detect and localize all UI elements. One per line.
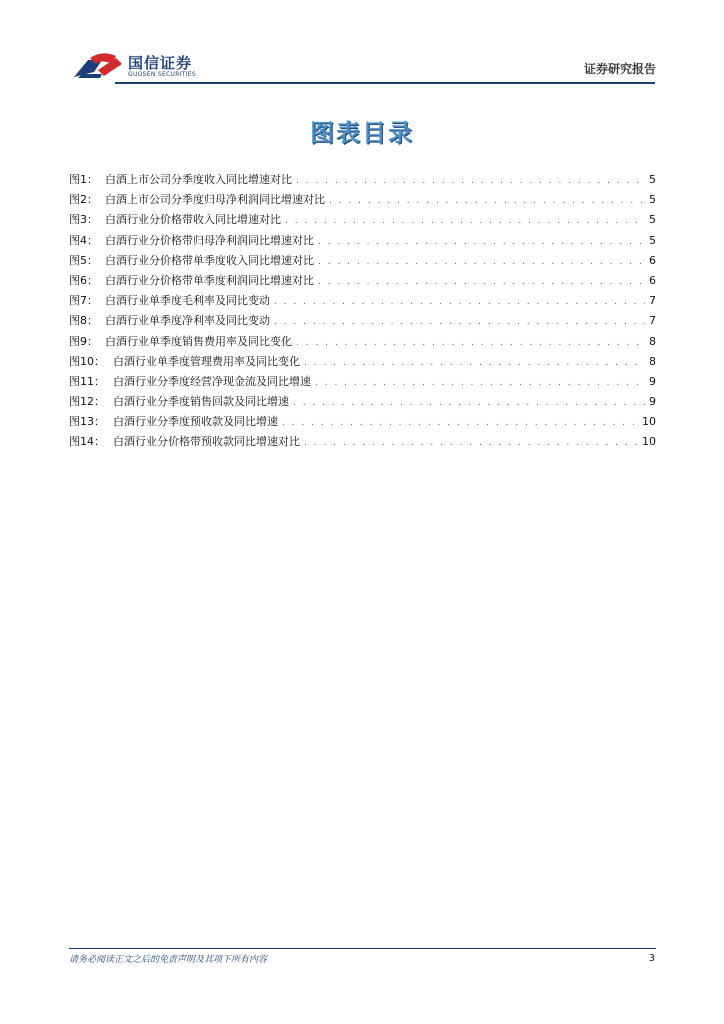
toc-entry-title: 白酒行业单季度净利率及同比变动 xyxy=(105,314,270,328)
toc-dot-leader xyxy=(293,393,645,413)
toc-entry-page: 10 xyxy=(642,415,656,429)
toc-entry[interactable] xyxy=(69,271,656,291)
toc-entry-label: 图8： xyxy=(69,314,98,328)
toc-entry-label: 图7： xyxy=(69,294,98,308)
toc-dot-leader xyxy=(315,373,645,393)
toc-entry-title: 白酒上市公司分季度归母净利润同比增速对比 xyxy=(105,193,325,207)
toc-entry-page: 8 xyxy=(649,354,656,368)
toc-dot-leader xyxy=(282,413,638,433)
guosen-logo-mark-icon xyxy=(72,50,124,82)
table-of-figures xyxy=(69,170,656,453)
toc-dot-leader xyxy=(296,171,645,191)
toc-entry[interactable] xyxy=(69,372,656,392)
toc-entry-label: 图13： xyxy=(69,415,105,429)
toc-entry-page: 7 xyxy=(649,314,656,328)
toc-entry-page: 9 xyxy=(649,395,656,409)
toc-dot-leader xyxy=(274,292,645,312)
toc-entry-page: 8 xyxy=(649,334,656,348)
footer-divider xyxy=(69,948,656,949)
toc-dot-leader xyxy=(296,333,645,353)
toc-entry-label: 图5： xyxy=(69,253,98,267)
toc-entry-title: 白酒上市公司分季度收入同比增速对比 xyxy=(105,173,292,186)
toc-entry-label: 图3： xyxy=(69,213,98,227)
toc-dot-leader xyxy=(304,353,645,373)
toc-entry[interactable] xyxy=(69,392,656,412)
toc-entry[interactable] xyxy=(69,251,656,271)
toc-entry-title: 白酒行业分价格带单季度收入同比增速对比 xyxy=(105,253,314,267)
toc-entry-title: 白酒行业分价格带归母净利润同比增速对比 xyxy=(105,233,314,247)
header-divider xyxy=(115,82,655,84)
toc-entry-label: 图11： xyxy=(69,374,105,388)
guosen-logo xyxy=(72,50,212,82)
toc-entry-label: 图14： xyxy=(69,435,105,449)
toc-entry-label: 图4： xyxy=(69,233,98,247)
toc-entry-page: 5 xyxy=(649,193,656,207)
toc-entry[interactable] xyxy=(69,311,656,331)
toc-entry-label: 图10： xyxy=(69,354,105,368)
toc-dot-leader xyxy=(329,191,645,211)
toc-entry-title: 白酒行业单季度管理费用率及同比变化 xyxy=(113,354,300,368)
toc-entry[interactable] xyxy=(69,210,656,230)
toc-entry[interactable] xyxy=(69,332,656,352)
toc-dot-leader xyxy=(274,312,645,332)
logo-chinese-name: 国信证券 xyxy=(128,54,193,72)
toc-entry-page: 5 xyxy=(649,213,656,227)
toc-entry[interactable] xyxy=(69,352,656,372)
toc-entry-title: 白酒行业单季度毛利率及同比变动 xyxy=(105,294,270,308)
report-type-label: 证券研究报告 xyxy=(583,62,656,76)
toc-entry-label: 图2： xyxy=(69,193,98,207)
toc-entry-label: 图6： xyxy=(69,273,98,287)
toc-entry-page: 10 xyxy=(642,435,656,449)
toc-entry-page: 9 xyxy=(649,374,656,388)
toc-dot-leader xyxy=(304,433,638,453)
toc-entry[interactable] xyxy=(69,170,656,190)
toc-entry[interactable] xyxy=(69,412,656,432)
toc-entry[interactable] xyxy=(69,432,656,452)
toc-entry-page: 6 xyxy=(649,253,656,267)
toc-entry-title: 白酒行业分季度预收款及同比增速 xyxy=(113,415,278,429)
page-header xyxy=(0,0,724,90)
toc-entry[interactable] xyxy=(69,291,656,311)
toc-entry-title: 白酒行业分季度经营净现金流及同比增速 xyxy=(113,374,311,388)
toc-dot-leader xyxy=(318,252,645,272)
toc-entry-title: 白酒行业分价格带预收款同比增速对比 xyxy=(113,435,300,449)
toc-entry-page: 6 xyxy=(649,273,656,287)
footer-disclaimer: 请务必阅读正文之后的免责声明及其项下所有内容 xyxy=(69,955,268,965)
toc-entry-title: 白酒行业分季度销售回款及同比增速 xyxy=(113,395,289,409)
toc-entry-title: 白酒行业分价格带收入同比增速对比 xyxy=(105,213,281,227)
toc-entry[interactable] xyxy=(69,231,656,251)
toc-entry[interactable] xyxy=(69,190,656,210)
toc-entry-page: 5 xyxy=(649,233,656,247)
toc-entry-title: 白酒行业单季度销售费用率及同比变化 xyxy=(105,334,292,348)
toc-entry-label: 图1： xyxy=(69,173,98,186)
toc-entry-page: 7 xyxy=(649,294,656,308)
toc-entry-page: 5 xyxy=(649,173,656,186)
toc-dot-leader xyxy=(285,211,645,231)
page-title: 图表目录 xyxy=(310,119,414,147)
toc-entry-label: 图9： xyxy=(69,334,98,348)
toc-entry-title: 白酒行业分价格带单季度利润同比增速对比 xyxy=(105,273,314,287)
toc-dot-leader xyxy=(318,272,645,292)
logo-english-name: GUOSEN SECURITIES xyxy=(128,71,197,78)
toc-entry-label: 图12： xyxy=(69,395,105,409)
page-number: 3 xyxy=(648,953,655,964)
toc-dot-leader xyxy=(318,232,645,252)
